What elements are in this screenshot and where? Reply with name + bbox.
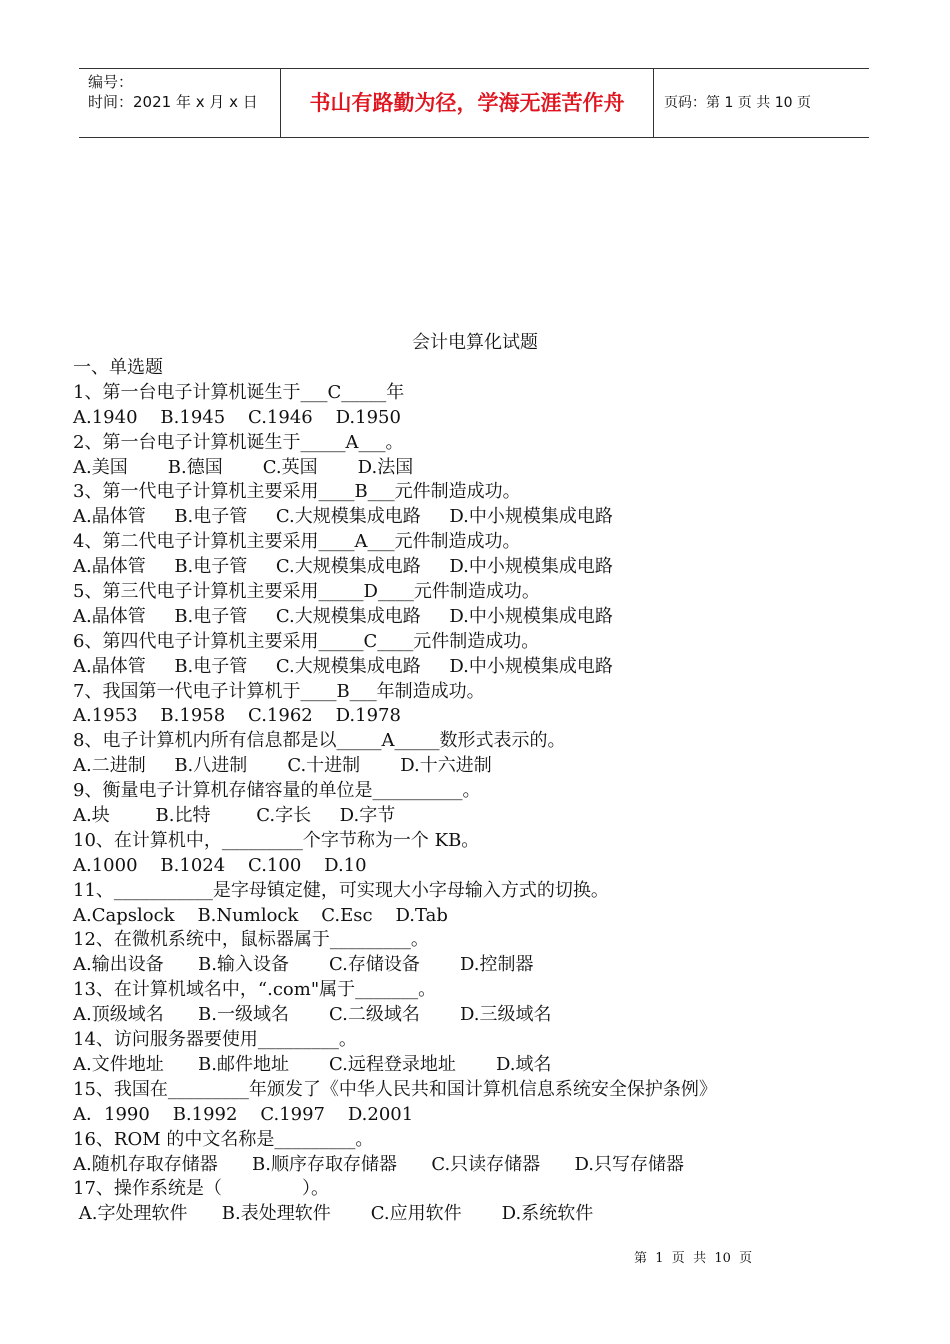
- options-7: A.1953 B.1958 C.1962 D.1978: [73, 705, 401, 727]
- question-14: 14、访问服务器要使用_________。: [73, 1029, 357, 1051]
- options-15: A．1990 B.1992 C.1997 D.2001: [73, 1103, 414, 1125]
- question-12: 12、在微机系统中，鼠标器属于_________。: [73, 929, 429, 951]
- options-16: A.随机存取存储器 B.顺序存取存储器 C.只读存储器 D.只写存储器: [73, 1153, 685, 1175]
- options-12: A.输出设备 B.输入设备 C.存储设备 D.控制器: [73, 954, 534, 976]
- options-8: A.二进制 B.八进制 C.十进制 D.十六进制: [73, 755, 492, 777]
- options-6: A.晶体管 B.电子管 C.大规模集成电路 D.中小规模集成电路: [73, 655, 613, 677]
- document-title: 会计电算化试题: [412, 332, 538, 353]
- question-5: 5、第三代电子计算机主要采用_____D____元件制造成功。: [73, 581, 540, 603]
- options-13: A.顶级域名 B.一级域名 C.二级域名 D.三级域名: [73, 1004, 552, 1026]
- question-16: 16、ROM 的中文名称是_________。: [73, 1128, 374, 1150]
- question-6: 6、第四代电子计算机主要采用_____C____元件制造成功。: [73, 630, 540, 652]
- header-info-cell: [79, 69, 281, 137]
- options-3: A.晶体管 B.电子管 C.大规模集成电路 D.中小规模集成电路: [73, 506, 613, 528]
- question-7: 7、我国第一代电子计算机于____B___年制造成功。: [73, 680, 485, 702]
- question-15: 15、我国在_________年颁发了《中华人民共和国计算机信息系统安全保护条例》: [73, 1078, 717, 1100]
- page-footer: 第 1 页 共 10 页: [634, 1251, 753, 1266]
- options-14: A.文件地址 B.邮件地址 C.远程登录地址 D.域名: [73, 1053, 552, 1075]
- question-10: 10、在计算机中，_________个字节称为一个 KB。: [73, 829, 480, 851]
- options-17: A.字处理软件 B.表处理软件 C.应用软件 D.系统软件: [73, 1203, 594, 1225]
- options-2: A.美国 B.德国 C.英国 D.法国: [73, 456, 414, 478]
- question-9: 9、衡量电子计算机存储容量的单位是__________。: [73, 780, 481, 802]
- question-list: [73, 356, 873, 1227]
- options-11: A.Capslock B.Numlock C.Esc D.Tab: [73, 904, 448, 926]
- question-17: 17、操作系统是（ ）。: [73, 1178, 330, 1200]
- question-11: 11、___________是字母镇定健，可实现大小字母输入方式的切换。: [73, 879, 609, 901]
- options-4: A.晶体管 B.电子管 C.大规模集成电路 D.中小规模集成电路: [73, 556, 613, 578]
- header-page-label: 页码：第 1 页 共 10 页: [664, 95, 811, 111]
- number-label: 编号：: [88, 73, 134, 91]
- options-9: A.块 B.比特 C.字长 D.字节: [73, 805, 396, 827]
- time-label: 时间：2021 年 x 月 x 日: [88, 93, 258, 111]
- question-4: 4、第二代电子计算机主要采用____A___元件制造成功。: [73, 531, 521, 553]
- page-header: [79, 68, 869, 138]
- options-1: A.1940 B.1945 C.1946 D.1950: [73, 406, 401, 428]
- question-13: 13、在计算机域名中，“.com"属于_______。: [73, 979, 437, 1001]
- section-heading: 一、单选题: [73, 357, 163, 378]
- question-8: 8、电子计算机内所有信息都是以_____A_____数形式表示的。: [73, 730, 566, 752]
- options-5: A.晶体管 B.电子管 C.大规模集成电路 D.中小规模集成电路: [73, 605, 613, 627]
- question-3: 3、第一代电子计算机主要采用____B___元件制造成功。: [73, 481, 521, 503]
- options-10: A.1000 B.1024 C.100 D.10: [73, 854, 367, 876]
- header-motto: 书山有路勤为径，学海无涯苦作舟: [281, 69, 654, 137]
- question-1: 1、第一台电子计算机诞生于___C_____年: [73, 381, 405, 403]
- question-2: 2、第一台电子计算机诞生于_____A___。: [73, 431, 404, 453]
